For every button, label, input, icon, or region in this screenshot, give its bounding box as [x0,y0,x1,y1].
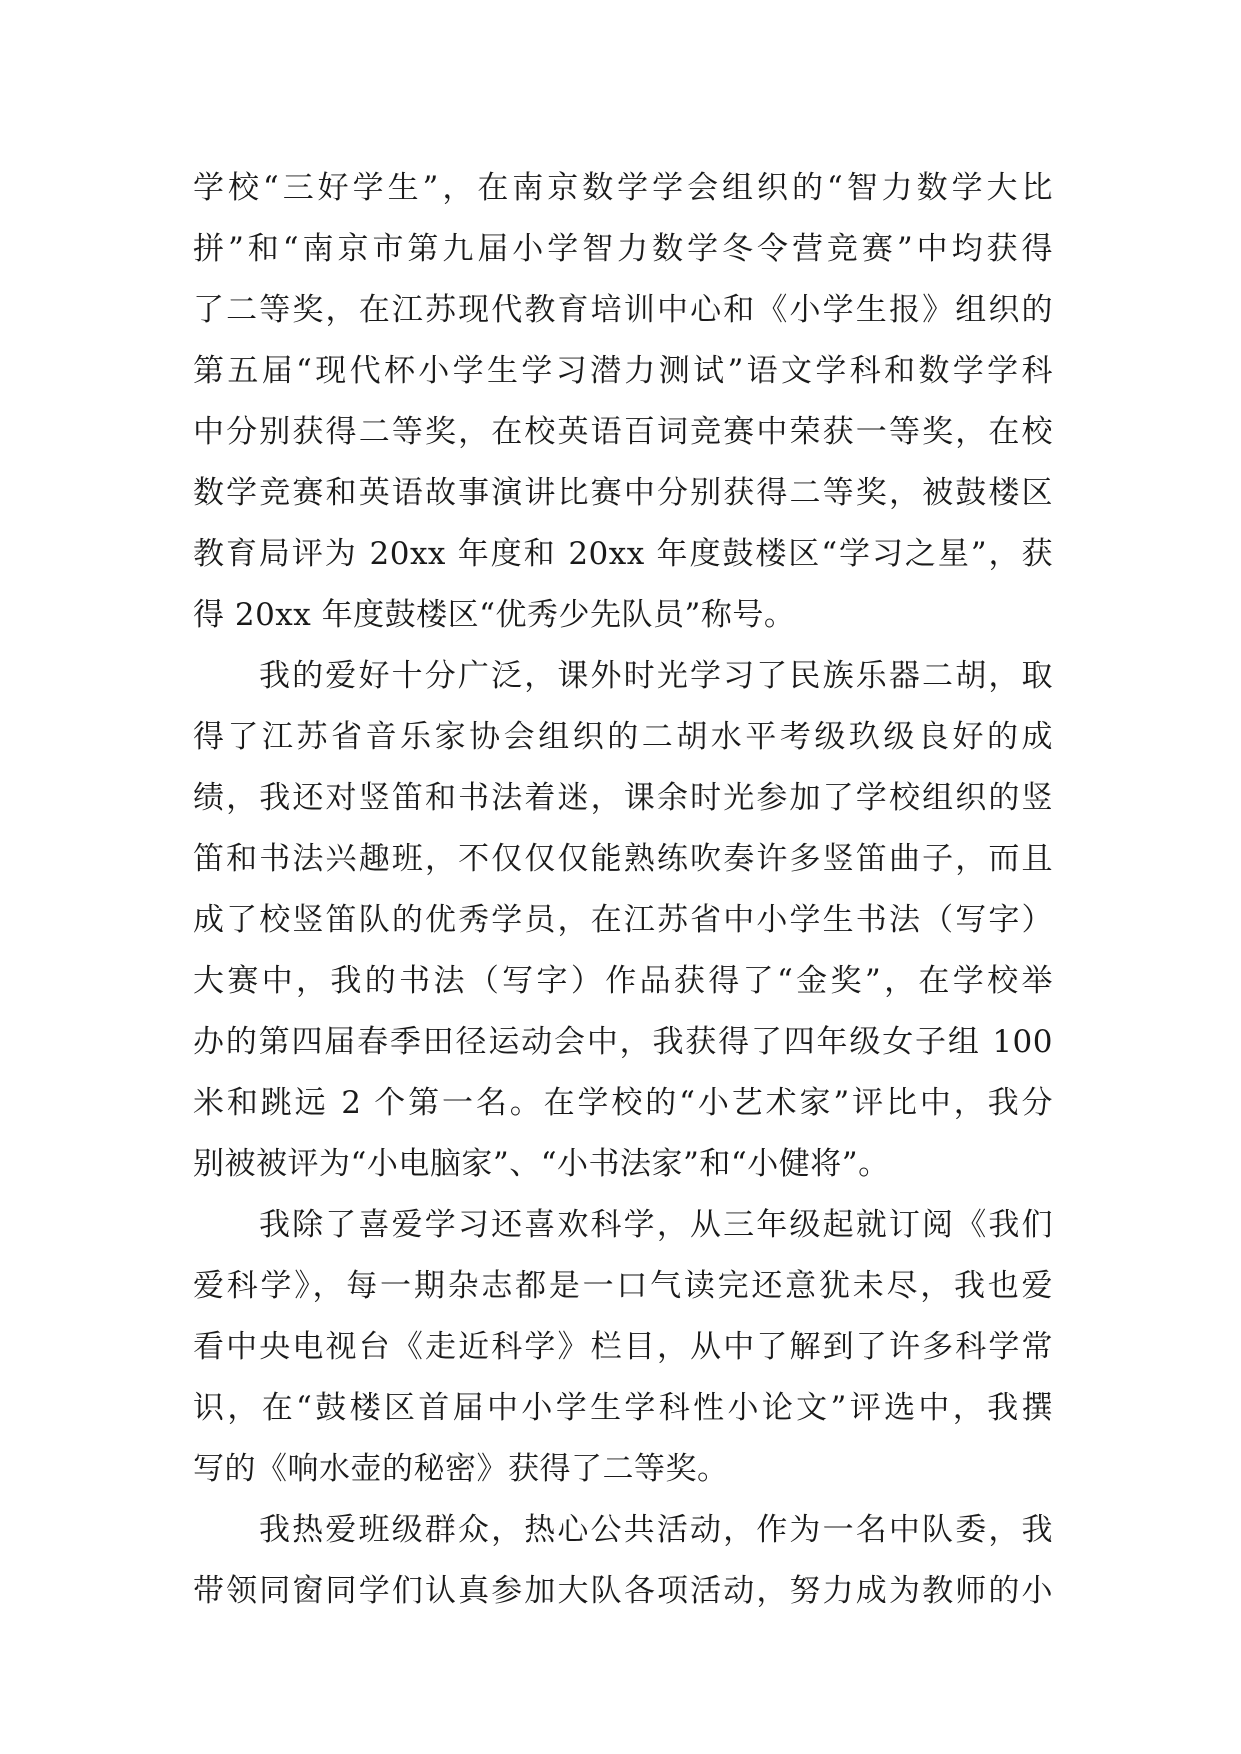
text-line: 办的第四届春季田径运动会中，我获得了四年级女子组 100 [193,1024,1053,1060]
paragraph-awards [193,158,1053,646]
text-line: 别被被评为“小电脑家”、“小书法家”和“小健将”。 [193,1146,890,1182]
text-line: 中分别获得二等奖，在校英语百词竞赛中荣获一等奖，在校 [193,414,1053,450]
text-line: 我的爱好十分广泛，课外时光学习了民族乐器二胡，取 [259,658,1053,694]
text-line: 教育局评为 20xx 年度和 20xx 年度鼓楼区“学习之星”，获 [193,536,1053,572]
text-line: 看中央电视台《走近科学》栏目，从中了解到了许多科学常 [193,1329,1053,1365]
text-line: 我热爱班级群众，热心公共活动，作为一名中队委，我 [259,1512,1053,1548]
text-line: 学校“三好学生”，在南京数学学会组织的“智力数学大比 [193,170,1053,206]
text-line: 米和跳远 2 个第一名。在学校的“小艺术家”评比中，我分 [193,1085,1053,1121]
text-line: 我除了喜爱学习还喜欢科学，从三年级起就订阅《我们 [259,1207,1053,1243]
text-line: 大赛中，我的书法（写字）作品获得了“金奖”，在学校举 [193,963,1053,999]
text-line: 笛和书法兴趣班，不仅仅仅能熟练吹奏许多竖笛曲子，而且 [193,841,1053,877]
paragraph-class-activities [193,1500,1053,1622]
text-line: 识，在“鼓楼区首届中小学生学科性小论文”评选中，我撰 [193,1390,1053,1426]
text-line: 了二等奖，在江苏现代教育培训中心和《小学生报》组织的 [193,292,1053,328]
text-line: 绩，我还对竖笛和书法着迷，课余时光参加了学校组织的竖 [193,780,1053,816]
document-body [193,158,1053,1622]
text-line: 拼”和“南京市第九届小学智力数学冬令营竞赛”中均获得 [193,231,1053,267]
text-line: 第五届“现代杯小学生学习潜力测试”语文学科和数学学科 [193,353,1053,389]
text-line: 数学竞赛和英语故事演讲比赛中分别获得二等奖，被鼓楼区 [193,475,1053,511]
text-line: 成了校竖笛队的优秀学员，在江苏省中小学生书法（写字） [193,902,1053,938]
text-line: 得 20xx 年度鼓楼区“优秀少先队员”称号。 [193,597,796,633]
text-line: 带领同窗同学们认真参加大队各项活动，努力成为教师的小 [193,1573,1053,1609]
paragraph-hobbies [193,646,1053,1195]
paragraph-science [193,1195,1053,1500]
text-line: 写的《响水壶的秘密》获得了二等奖。 [193,1451,729,1487]
text-line: 爱科学》，每一期杂志都是一口气读完还意犹未尽，我也爱 [193,1268,1053,1304]
text-line: 得了江苏省音乐家协会组织的二胡水平考级玖级良好的成 [193,719,1053,755]
